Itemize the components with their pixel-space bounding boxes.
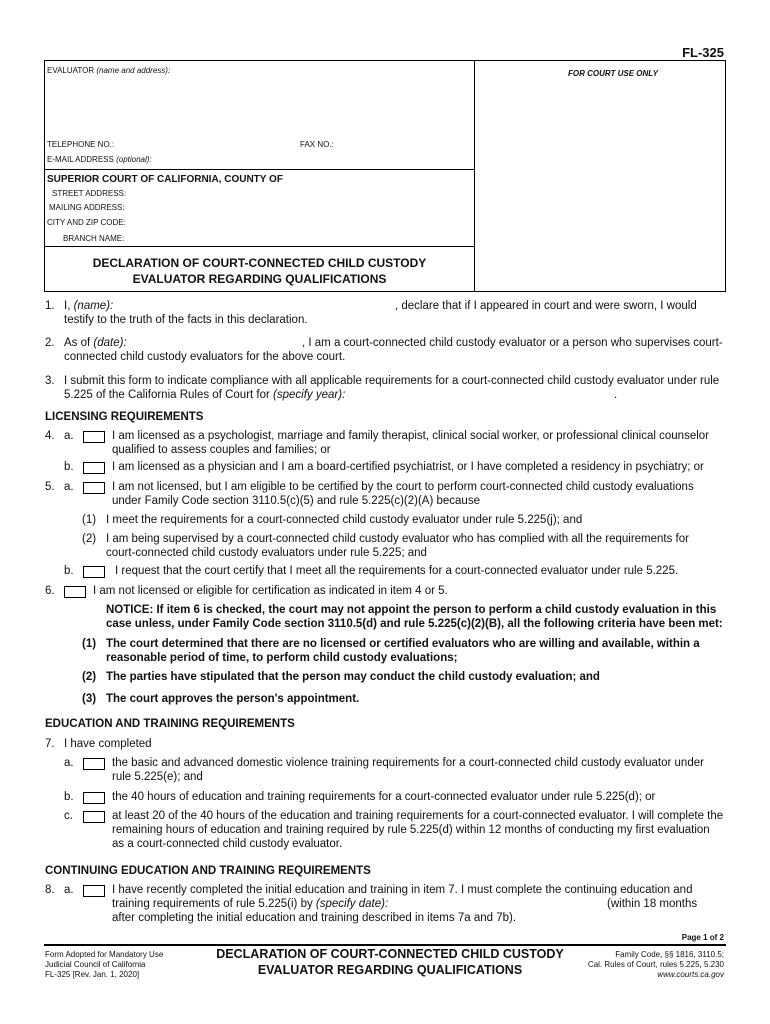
item-3-number: 3. [45, 375, 55, 387]
item-5a-checkbox[interactable] [83, 482, 105, 494]
item-7c-text-2: remaining hours of education and training required by rule 5.225(d) within 12 months of conducting my first evaluation [112, 824, 710, 836]
court-county-label: SUPERIOR COURT OF CALIFORNIA, COUNTY OF [47, 174, 283, 185]
item-2-number: 2. [45, 337, 55, 349]
footer-title: DECLARATION OF COURT-CONNECTED CHILD CUSTODY EVALUATOR REGARDING QUALIFICATIONS [216, 947, 564, 977]
footer-adopted: Form Adopted for Mandatory Use Judicial Council of California FL-325 [Rev. Jan. 1, 2020] [45, 950, 164, 979]
email-label: E-MAIL ADDRESS (optional): [47, 155, 152, 164]
item-4b-text: I am licensed as a physician and I am a board-certified psychiatrist, or I have completed a residency in psychiatry; or [112, 461, 704, 473]
item-1-line: I, (name): [64, 300, 114, 312]
item-5-number: 5. [45, 481, 55, 493]
page-number: Page 1 of 2 [681, 933, 724, 942]
item-5a-letter: a. [64, 481, 74, 493]
court-use-label: FOR COURT USE ONLY [568, 69, 658, 78]
evaluator-label: EVALUATOR (name and address): [47, 66, 171, 75]
item-3-text-2: 5.225 of the California Rules of Court for (specify year): [64, 389, 346, 401]
item-7c-text: at least 20 of the 40 hours of the education and training requirements for a court-connected evaluator. I will complete the [112, 810, 724, 822]
street-label: STREET ADDRESS: [52, 189, 127, 198]
continuing-heading: CONTINUING EDUCATION AND TRAINING REQUIREMENTS [45, 865, 371, 877]
item-8a-text: I have recently completed the initial education and training in item 7. I must complete the continuing education and [112, 884, 693, 896]
item-4a-text: I am licensed as a psychologist, marriage and family therapist, clinical social worker, or professional clinical counselor [112, 430, 709, 442]
criteria-3-text: The court approves the person's appointment. [106, 693, 360, 705]
item-7a-checkbox[interactable] [83, 758, 105, 770]
item-8a-within: (within 18 months [607, 898, 698, 910]
item-5a-text-2: under Family Code section 3110.5(c)(5) and rule 5.225(c)(2)(A) because [112, 495, 480, 507]
criteria-2-number: (2) [82, 671, 97, 683]
courts-link[interactable]: www.courts.ca.gov [657, 970, 724, 979]
item-1-declare: , declare that if I appeared in court and were sworn, I would [395, 300, 697, 312]
item-5a1-number: (1) [82, 514, 97, 526]
city-label: CITY AND ZIP CODE: [47, 218, 126, 227]
item-7-number: 7. [45, 738, 55, 750]
item-4-number: 4. [45, 430, 55, 442]
caption-rule-1 [44, 169, 475, 170]
item-7-text: I have completed [64, 738, 152, 750]
telephone-label: TELEPHONE NO.: [47, 140, 115, 149]
item-7c-letter: c. [64, 810, 73, 822]
branch-label: BRANCH NAME: [63, 234, 125, 243]
item-4b-letter: b. [64, 461, 74, 473]
item-6-checkbox[interactable] [64, 586, 86, 598]
item-7b-checkbox[interactable] [83, 792, 105, 804]
item-4b-checkbox[interactable] [83, 462, 105, 474]
criteria-1-number: (1) [82, 638, 97, 650]
caption-rule-2 [44, 246, 475, 247]
item-8a-checkbox[interactable] [83, 885, 105, 897]
item-2-line: As of (date): [64, 337, 127, 349]
item-7b-letter: b. [64, 791, 74, 803]
item-8a-letter: a. [64, 884, 74, 896]
form-title: DECLARATION OF COURT-CONNECTED CHILD CUSTODY EVALUATOR REGARDING QUALIFICATIONS [92, 256, 427, 286]
item-7c-text-3: as a court-connected child custody evaluator. [112, 838, 343, 850]
item-7a-letter: a. [64, 757, 74, 769]
item-5a-text: I am not licensed, but I am eligible to be certified by the court to perform court-connected child custody evaluations [112, 481, 694, 493]
education-heading: EDUCATION AND TRAINING REQUIREMENTS [45, 718, 295, 730]
item-5b-letter: b. [64, 565, 74, 577]
notice-text: NOTICE: If item 6 is checked, the court may not appoint the person to perform a child custody evaluation in this [106, 604, 717, 616]
item-8a-text-2: training requirements of rule 5.225(i) by (specify date): [112, 898, 389, 910]
item-5a2-text-2: court-connected child custody evaluators under rule 5.225; and [106, 547, 427, 559]
item-8a-text-3: after completing the initial education and training described in items 7a and 7b). [112, 912, 517, 924]
criteria-3-number: (3) [82, 693, 97, 705]
item-3-period: . [614, 389, 618, 401]
item-2-text: , I am a court-connected child custody evaluator or a person who supervises court- [302, 337, 723, 349]
mailing-label: MAILING ADDRESS: [49, 203, 125, 212]
item-5a1-text: I meet the requirements for a court-connected child custody evaluator under rule 5.225(j); and [106, 514, 583, 526]
fax-label: FAX NO.: [300, 140, 334, 149]
item-7a-text-2: rule 5.225(e); and [112, 771, 203, 783]
item-5a2-number: (2) [82, 533, 97, 545]
item-3-text: I submit this form to indicate compliance with all applicable requirements for a court-connected child custody evaluator under rule [64, 375, 720, 387]
item-2-text-2: connected child custody evaluators for the above court. [64, 351, 346, 363]
item-6-text: I am not licensed or eligible for certification as indicated in item 4 or 5. [93, 585, 448, 597]
item-5a2-text: I am being supervised by a court-connected child custody evaluator who has complied with all the requirements for [106, 533, 689, 545]
notice-text-2: case unless, under Family Code section 3110.5(d) and rule 5.225(c)(2)(B), all the following criteria have been met: [106, 618, 723, 630]
item-7a-text: the basic and advanced domestic violence training requirements for a court-connected child custody evaluator under [112, 757, 704, 769]
criteria-1-text-2: reasonable period of time, to perform child custody evaluations; [106, 652, 458, 664]
criteria-1-text: The court determined that there are no licensed or certified evaluators who are willing and available, within a [106, 638, 700, 650]
footer-references: Family Code, §§ 1816, 3110.5; Cal. Rules of Court, rules 5.225, 5.230 www.courts.ca.gov [587, 950, 724, 979]
item-1-testify: testify to the truth of the facts in this declaration. [64, 314, 308, 326]
item-4a-checkbox[interactable] [83, 431, 105, 443]
item-1-number: 1. [45, 300, 55, 312]
item-6-number: 6. [45, 585, 55, 597]
item-8-number: 8. [45, 884, 55, 896]
item-7c-checkbox[interactable] [83, 811, 105, 823]
item-7b-text: the 40 hours of education and training requirements for a court-connected evaluator under rule 5.225(d); or [112, 791, 656, 803]
item-4a-letter: a. [64, 430, 74, 442]
item-5b-text: I request that the court certify that I meet all the requirements for a court-connected evaluator under rule 5.225. [115, 565, 679, 577]
item-4a-text-2: qualified to assess couples and families; or [112, 444, 331, 456]
licensing-heading: LICENSING REQUIREMENTS [45, 411, 204, 423]
item-5b-checkbox[interactable] [83, 566, 105, 578]
form-number: FL-325 [682, 45, 724, 60]
criteria-2-text: The parties have stipulated that the person may conduct the child custody evaluation; and [106, 671, 600, 683]
